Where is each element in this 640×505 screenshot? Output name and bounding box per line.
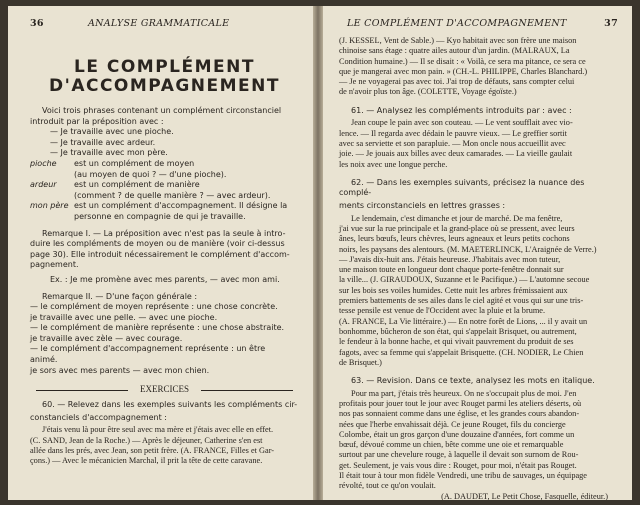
exercise-63-line: révolté, tout ce qu'on voulait.: [339, 481, 436, 491]
exercise-63-line: Colombe, était un gros garçon d'une douzaine d'années, fort comme un: [339, 429, 575, 439]
exercise-62-line: premiers battements de ses ailes dans le ciel agité et vous qui sur une tris-: [339, 296, 584, 306]
definition-row-2b: [30, 191, 299, 202]
remark2-line: je travaille avec une pelle. — avec une pioche.: [30, 312, 218, 322]
continued-line: Condition humaine.) — Il se disait : « Voilà, ce sera ma pitance, ce sera ce: [339, 56, 586, 66]
intro-line-2: introduit par la préposition avec :: [30, 116, 164, 126]
exercise-62-line: sur les bois ses voiles humides. Cette nuit les arbres frémissaient aux: [339, 285, 568, 295]
exercise-63-line: nées que l'herbe envahissait déjà. Ce jeune Rouget, fils du concierge: [339, 419, 566, 429]
remark1-example: Ex. : Je me promène avec mes parents, — avec mon ami.: [50, 274, 280, 284]
remark2-line: — le complément d'accompagnement représente : un être: [30, 344, 266, 354]
exercise-62-instruction: 62. — Dans les exemples suivants, précisez la nuance des complé-: [339, 177, 585, 198]
exercise-62-line: de Brisquet.): [339, 357, 382, 367]
exercise-63-line: get. Seulement, je vais vous dire : Rouget, pour moi, n'était pas Rouget.: [339, 460, 577, 470]
remark2-line: je sors avec mes parents — avec mon chien.: [30, 365, 210, 375]
chapter-title-line1: LE COMPLÉMENT: [74, 57, 255, 77]
exercise-60-line: J'étais venu là pour être seul avec ma mère et j'étais avec elle en effet.: [42, 425, 274, 435]
continued-line: que je mangerai avec mon pain. » (CH.-L. PHILIPPE, Charles Blanchard.): [339, 66, 588, 76]
remark2-line: animé.: [30, 355, 58, 365]
exercise-62-line: bonhomme, bûcheron de son état, qui s'appelait Brisquet, ou autrement,: [339, 326, 577, 336]
example-phrase-1: — Je travaille avec une pioche.: [50, 127, 174, 137]
exercise-63-line: Il était tour à tour mon fidèle Vendredi, une tribu de sauvages, un équipage: [339, 471, 587, 481]
exercise-60-line: (C. SAND, Jean de la Roche.) — Après le déjeuner, Catherine s'en est: [30, 435, 263, 445]
remark2-line: — le complément de moyen représente : une chose concrète.: [30, 302, 278, 312]
exercise-63-line: Pour ma part, j'étais très heureux. On ne s'occupait plus de moi. J'en: [351, 388, 577, 398]
exercise-62-line: Le lendemain, c'est dimanche et jour de marché. De ma fenêtre,: [351, 213, 563, 223]
definition-text-3b: personne en compagnie de qui je travaille.: [74, 211, 246, 221]
continued-line: — Je ne voyagerai pas avec toi. J'ai trop de défauts, sans compter celui: [339, 77, 575, 87]
right-page: [323, 6, 632, 500]
book-gutter: [313, 6, 323, 500]
definition-text-2b: (comment ? de quelle manière ? — avec ardeur).: [74, 190, 271, 200]
exercise-62-line: ânes, leurs bœufs, leurs chèvres, leurs agneaux et leurs petits cochons: [339, 234, 570, 244]
exercise-61-line: lence. — Il regarda avec dédain le pauvre vieux. — Le greffier sortit: [339, 128, 567, 138]
exercise-60-line: allée dans les prés, avec Jean, son petit frère. (A. FRANCE, Filles et Gar-: [30, 446, 275, 456]
page-number-right: 37: [604, 18, 618, 29]
exercise-62-line: une maison toute en longueur dont chaque porte-fenêtre donnait sur: [339, 265, 564, 275]
exercise-63-line: profitais pour jouer tout le jour avec Rouget parmi les ateliers déserts, où: [339, 398, 582, 408]
remark2-line: je travaille avec zèle — avec courage.: [30, 333, 183, 343]
exercise-62-line: fagots, avec sa femme qui s'appelait Brisquette. (CH. NODIER, Le Chien: [339, 347, 584, 357]
remark2-line: — le complément de manière représente : une chose abstraite.: [30, 323, 285, 333]
exercise-62-line: la ville... (J. GIRAUDOUX, Suzanne et le Pacifique.) — L'automne secoue: [339, 275, 590, 285]
right-running-head: [339, 18, 618, 36]
exercise-62-line: tesse pensile est venue de l'Occident avec la pluie et la brume.: [339, 306, 546, 316]
exercise-60-line: çons.) — Avec le mécanicien Marchal, il prit la tête de cette caravane.: [30, 456, 263, 466]
exercise-61-line: joie. — Je jouais aux billes avec deux camarades. — La vieille gaulait: [339, 149, 573, 159]
exercise-62-line: (A. FRANCE, La Vie littéraire.) — En notre forêt de Lions, ... il y avait un: [339, 316, 588, 326]
continued-line: (J. KESSEL, Vent de Sable.) — Kyo habitait avec son frère une maison: [339, 36, 577, 45]
remark1-line: Remarque I. — La préposition avec n'est pas la seule à intro-: [42, 228, 286, 238]
definition-key-3: mon père: [30, 201, 69, 211]
exercise-62-line: — J'avais dix-huit ans. J'étais heureuse. J'habitais avec mon tuteur,: [339, 254, 561, 264]
running-head-right: LE COMPLÉMENT D'ACCOMPAGNEMENT: [347, 18, 567, 29]
exercise-63-source: (A. DAUDET, Le Petit Chose, Fasquelle, éditeur.): [441, 491, 608, 500]
exercise-63-instruction: 63. — Revision. Dans ce texte, analysez les mots en italique.: [351, 376, 595, 386]
definition-text-1a: est un complément de moyen: [74, 158, 195, 168]
exercise-63-line: surtout par une chevelure rouge, à laquelle il devait son surnom de Rou-: [339, 450, 579, 460]
chapter-title: [30, 58, 299, 96]
exercise-61-line: les noix avec une longue perche.: [339, 159, 448, 169]
chapter-title-line2: D'ACCOMPAGNEMENT: [49, 76, 280, 96]
definition-row-1b: [30, 170, 299, 181]
definition-row-2: [30, 180, 299, 191]
definition-text-3a: est un complément d'accompagnement. Il désigne la: [74, 201, 288, 211]
remark1-line: page 30). Elle introduit nécessairement le complément d'accom-: [30, 249, 290, 259]
example-phrase-2: — Je travaille avec ardeur.: [50, 137, 156, 147]
definition-text-1b: (au moyen de quoi ? — d'une pioche).: [74, 169, 227, 179]
remark1-line: duire les compléments de moyen ou de manière (voir ci-dessus: [30, 239, 285, 249]
remark1-line: pagnement.: [30, 260, 79, 270]
definition-row-1: [30, 159, 299, 170]
definition-text-2a: est un complément de manière: [74, 180, 200, 190]
definition-key-2: ardeur: [30, 180, 57, 190]
exercise-62-line: le fendeur à la bonne hache, et qui vivait pauvrement du produit de ses: [339, 337, 574, 347]
left-running-head: [30, 18, 299, 36]
exercise-62-line: j'ai vue sur la rue principale et la grand-place où se pressent, avec leurs: [339, 223, 575, 233]
definition-row-3b: [30, 212, 299, 223]
running-head-left: ANALYSE GRAMMATICALE: [88, 18, 230, 29]
continued-line: chinoise sans étage : quatre ailes autour d'un jardin. (MALRAUX, La: [339, 46, 570, 56]
exercise-63-line: nos pas sonnaient comme dans une église, et les grandes cours abandon-: [339, 409, 580, 419]
exercise-60-instruction: constanciels d'accompagnement :: [30, 412, 167, 422]
definition-row-3: [30, 201, 299, 212]
definition-key-1: pioche: [30, 158, 57, 168]
exercices-heading: EXERCICES: [30, 384, 299, 394]
exercise-61-line: avec sa serviette et son parapluie. — Mon oncle nous accueillit avec: [339, 138, 566, 148]
exercise-62-line: noirs, les paysans des alentours. (M. MAETERLINCK, L'Araignée de Verre.): [339, 244, 597, 254]
continued-line: de n'avoir plus ton âge. (COLETTE, Voyage égoïste.): [339, 87, 517, 97]
exercise-60-instruction: 60. — Relevez dans les exemples suivants les compléments cir-: [42, 400, 298, 410]
example-phrase-3: — Je travaille avec mon père.: [50, 148, 168, 158]
remark2-line: Remarque II. — D'une façon générale :: [42, 291, 198, 301]
page-number-left: 36: [30, 18, 44, 29]
intro-line-1: Voici trois phrases contenant un complément circonstanciel: [42, 106, 282, 115]
exercise-61-instruction: 61. — Analysez les compléments introduits par : avec :: [351, 105, 572, 115]
exercise-63-line: bœuf, dévoué comme un chien, bête comme une oie et remarquable: [339, 440, 564, 450]
left-page: [8, 6, 313, 500]
exercise-62-instruction: ments circonstanciels en lettres grasses :: [339, 201, 506, 211]
exercise-61-line: Jean coupe le pain avec son couteau. — Le vent soufflait avec vio-: [351, 118, 573, 128]
